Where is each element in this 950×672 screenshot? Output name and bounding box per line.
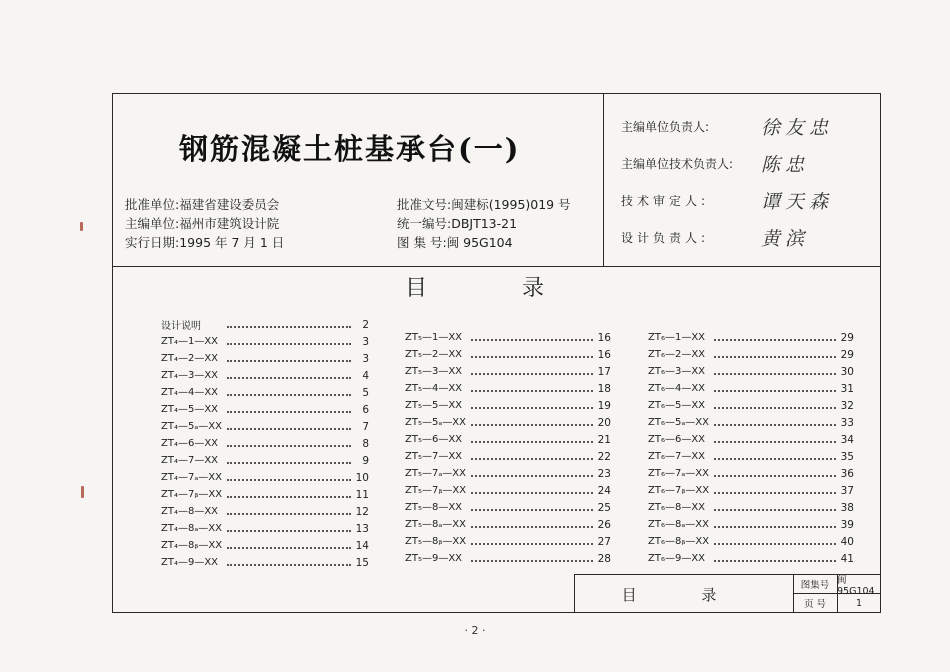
toc-entry <box>405 380 611 397</box>
toc-entry-label: ZT₅—7—XX <box>405 451 463 462</box>
toc-entry-label: ZT₄—9—XX <box>161 557 219 568</box>
toc-entry-label: ZT₅—8—XX <box>405 502 463 513</box>
unified-number: 统一编号:DBJT13-21 <box>397 216 518 231</box>
toc-leader-dots <box>714 339 836 341</box>
responsibles-panel <box>621 108 876 256</box>
toc-entry <box>405 448 611 465</box>
toc-leader-dots <box>471 390 593 392</box>
toc-entry <box>161 435 369 452</box>
toc-entry <box>648 329 854 346</box>
toc-leader-dots <box>714 560 836 562</box>
toc-entry-label: ZT₅—4—XX <box>405 383 463 394</box>
toc-entry-page: 16 <box>597 348 611 361</box>
toc-entry-label: ZT₅—3—XX <box>405 366 463 377</box>
toc-leader-dots <box>714 475 836 477</box>
toc-entry <box>405 533 611 550</box>
toc-entry <box>161 384 369 401</box>
toc-leader-dots <box>714 441 836 443</box>
toc-entry <box>161 418 369 435</box>
effective-date: 实行日期:1995 年 7 月 1 日 <box>125 235 285 250</box>
toc-leader-dots <box>714 390 836 392</box>
toc-column-2 <box>405 329 611 567</box>
toc-entry-label: ZT₆—8—XX <box>648 502 706 513</box>
toc-entry-label: ZT₆—4—XX <box>648 383 706 394</box>
toc-entry-label: ZT₄—1—XX <box>161 336 219 347</box>
header-divider-vertical <box>603 94 604 266</box>
toc-entry-page: 30 <box>840 365 854 378</box>
toc-entry-page: 14 <box>355 539 369 552</box>
toc-entry <box>648 414 854 431</box>
toc-leader-dots <box>471 458 593 460</box>
toc-entry-page: 3 <box>362 352 369 365</box>
toc-leader-dots <box>471 441 593 443</box>
toc-entry <box>405 414 611 431</box>
toc-leader-dots <box>227 462 351 464</box>
toc-entry <box>648 397 854 414</box>
toc-entry-label: ZT₅—5ₐ—XX <box>405 417 466 428</box>
toc-leader-dots <box>714 356 836 358</box>
toc-entry <box>161 452 369 469</box>
responsible-row <box>621 219 876 256</box>
toc-leader-dots <box>714 492 836 494</box>
toc-entry-page: 32 <box>840 399 854 412</box>
toc-entry-page: 5 <box>362 386 369 399</box>
toc-entry-label: ZT₆—6—XX <box>648 434 706 445</box>
toc-entry-label: ZT₄—6—XX <box>161 438 219 449</box>
header-meta-left <box>125 195 284 252</box>
toc-entry <box>648 448 854 465</box>
toc-entry <box>648 346 854 363</box>
signature: 徐友忠 <box>761 117 834 139</box>
toc-column-1 <box>161 316 369 571</box>
toc-entry-label: ZT₄—7ᵦ—XX <box>161 489 223 500</box>
atlas-label: 图集号 <box>800 580 830 591</box>
toc-entry-page: 3 <box>362 335 369 348</box>
toc-title: 目 录 <box>405 276 588 301</box>
toc-entry <box>161 367 369 384</box>
toc-entry-page: 8 <box>362 437 369 450</box>
scan-speck <box>81 486 84 498</box>
toc-entry-label: ZT₄—5—XX <box>161 404 219 415</box>
toc-entry-page: 41 <box>840 552 854 565</box>
drawing-frame <box>112 93 881 613</box>
toc-entry-page: 19 <box>597 399 611 412</box>
toc-entry-label: ZT₅—9—XX <box>405 553 463 564</box>
toc-entry <box>161 469 369 486</box>
toc-leader-dots <box>471 373 593 375</box>
toc-leader-dots <box>471 560 593 562</box>
toc-entry-label: ZT₅—8ᵦ—XX <box>405 536 467 547</box>
toc-entry-label: ZT₆—7ᵦ—XX <box>648 485 710 496</box>
toc-leader-dots <box>471 475 593 477</box>
page-value: 1 <box>855 597 863 609</box>
toc-entry-page: 37 <box>840 484 854 497</box>
scan-speck <box>80 222 83 231</box>
toc-entry <box>405 550 611 567</box>
toc-entry-label: ZT₄—4—XX <box>161 387 219 398</box>
toc-entry <box>161 537 369 554</box>
toc-entry-label: ZT₅—2—XX <box>405 349 463 360</box>
toc-entry-page: 17 <box>597 365 611 378</box>
toc-column-3 <box>648 329 854 567</box>
toc-leader-dots <box>471 509 593 511</box>
toc-entry-label: ZT₆—7ₐ—XX <box>648 468 709 479</box>
toc-leader-dots <box>471 526 593 528</box>
toc-entry-label: ZT₅—5—XX <box>405 400 463 411</box>
toc-entry-page: 23 <box>597 467 611 480</box>
toc-entry-label: ZT₄—7—XX <box>161 455 219 466</box>
toc-entry-page: 38 <box>840 501 854 514</box>
toc-entry-page: 20 <box>597 416 611 429</box>
toc-entry-label: ZT₅—6—XX <box>405 434 463 445</box>
toc-entry <box>161 333 369 350</box>
toc-entry <box>405 465 611 482</box>
atlas-value: 闽 95G104 <box>837 574 875 597</box>
toc-entry-label: 设计说明 <box>161 321 201 332</box>
toc-entry-page: 28 <box>597 552 611 565</box>
title-block <box>574 574 881 613</box>
toc-leader-dots <box>227 530 351 532</box>
toc-entry-page: 33 <box>840 416 854 429</box>
toc-leader-dots <box>714 424 836 426</box>
toc-leader-dots <box>714 526 836 528</box>
toc-entry <box>161 350 369 367</box>
toc-leader-dots <box>227 513 351 515</box>
toc-entry-page: 26 <box>597 518 611 531</box>
editor-unit: 主编单位:福州市建筑设计院 <box>125 216 280 231</box>
toc-entry-label: ZT₅—8ₐ—XX <box>405 519 466 530</box>
toc-entry-page: 4 <box>362 369 369 382</box>
toc-entry-label: ZT₄—5ₐ—XX <box>161 421 222 432</box>
page-footer-number: · 2 · <box>464 624 486 637</box>
toc-entry <box>405 482 611 499</box>
toc-entry <box>648 380 854 397</box>
toc-entry-label: ZT₆—2—XX <box>648 349 706 360</box>
toc-entry <box>648 431 854 448</box>
toc-leader-dots <box>714 458 836 460</box>
toc-entry-label: ZT₆—8ₐ—XX <box>648 519 709 530</box>
toc-entry <box>648 363 854 380</box>
toc-entry-label: ZT₄—3—XX <box>161 370 219 381</box>
toc-leader-dots <box>227 411 351 413</box>
toc-leader-dots <box>714 407 836 409</box>
toc-entry-label: ZT₅—7ₐ—XX <box>405 468 466 479</box>
toc-entry <box>648 533 854 550</box>
toc-entry-label: ZT₄—8ᵦ—XX <box>161 540 223 551</box>
approval-document-number: 批准文号:闽建标(1995)019 号 <box>397 197 571 212</box>
toc-entry-label: ZT₆—5ₐ—XX <box>648 417 709 428</box>
toc-entry-page: 12 <box>355 505 369 518</box>
toc-leader-dots <box>227 547 351 549</box>
toc-entry <box>648 499 854 516</box>
toc-entry-page: 29 <box>840 331 854 344</box>
toc-leader-dots <box>714 543 836 545</box>
toc-entry <box>161 520 369 537</box>
signature: 黄滨 <box>761 228 810 250</box>
responsible-label: 主编单位技术负责人: <box>621 157 734 171</box>
toc-entry <box>648 550 854 567</box>
toc-entry <box>648 465 854 482</box>
title-block-name: 目 录 <box>621 585 747 604</box>
toc-leader-dots <box>471 356 593 358</box>
toc-entry <box>648 482 854 499</box>
toc-leader-dots <box>227 377 351 379</box>
toc-entry-label: ZT₅—1—XX <box>405 332 463 343</box>
header-divider-horizontal <box>113 266 880 267</box>
toc-entry <box>405 363 611 380</box>
toc-entry <box>405 329 611 346</box>
toc-entry <box>405 397 611 414</box>
toc-leader-dots <box>227 343 351 345</box>
toc-entry-label: ZT₄—8ₐ—XX <box>161 523 222 534</box>
toc-entry-page: 29 <box>840 348 854 361</box>
toc-entry-label: ZT₄—8—XX <box>161 506 219 517</box>
responsible-row <box>621 145 876 182</box>
toc-entry-label: ZT₆—1—XX <box>648 332 706 343</box>
toc-entry <box>648 516 854 533</box>
toc-leader-dots <box>471 339 593 341</box>
toc-entry-page: 13 <box>355 522 369 535</box>
toc-entry-page: 24 <box>597 484 611 497</box>
approval-unit: 批准单位:福建省建设委员会 <box>125 197 280 212</box>
toc-leader-dots <box>227 394 351 396</box>
toc-entry-label: ZT₅—7ᵦ—XX <box>405 485 467 496</box>
signature: 陈忠 <box>761 154 810 176</box>
toc-entry-page: 25 <box>597 501 611 514</box>
toc-entry <box>161 401 369 418</box>
toc-entry-page: 18 <box>597 382 611 395</box>
toc-entry-page: 16 <box>597 331 611 344</box>
header-meta-right <box>397 195 571 252</box>
toc-leader-dots <box>227 564 351 566</box>
toc-entry-page: 39 <box>840 518 854 531</box>
responsible-row <box>621 182 876 219</box>
toc-entry-label: ZT₆—5—XX <box>648 400 706 411</box>
document-title: 钢筋混凝土桩基承台(一) <box>179 132 521 166</box>
toc-leader-dots <box>227 360 351 362</box>
toc-entry <box>405 516 611 533</box>
toc-entry-page: 6 <box>362 403 369 416</box>
responsible-label: 技术审定人: <box>621 194 710 208</box>
toc-entry-page: 35 <box>840 450 854 463</box>
toc-entry-page: 7 <box>362 420 369 433</box>
toc-entry-label: ZT₄—7ₐ—XX <box>161 472 222 483</box>
toc-leader-dots <box>227 479 351 481</box>
toc-entry-label: ZT₄—2—XX <box>161 353 219 364</box>
toc-entry <box>161 503 369 520</box>
page-label: 页 号 <box>803 599 827 610</box>
toc-entry-page: 31 <box>840 382 854 395</box>
responsible-label: 主编单位负责人: <box>621 120 710 134</box>
atlas-number: 图 集 号:闽 95G104 <box>397 235 513 250</box>
toc-entry-page: 9 <box>362 454 369 467</box>
toc-entry-label: ZT₆—3—XX <box>648 366 706 377</box>
toc-entry <box>405 346 611 363</box>
toc-entry <box>161 486 369 503</box>
toc-entry-label: ZT₆—8ᵦ—XX <box>648 536 710 547</box>
toc-entry-page: 15 <box>355 556 369 569</box>
toc-entry-page: 34 <box>840 433 854 446</box>
toc-leader-dots <box>471 424 593 426</box>
toc-leader-dots <box>471 407 593 409</box>
toc-entry-page: 10 <box>355 471 369 484</box>
toc-entry-label: ZT₆—7—XX <box>648 451 706 462</box>
toc-entry <box>161 316 369 333</box>
toc-leader-dots <box>714 509 836 511</box>
responsible-label: 设计负责人: <box>621 231 710 245</box>
toc-leader-dots <box>471 492 593 494</box>
toc-leader-dots <box>227 326 351 328</box>
signature: 谭天森 <box>761 191 834 213</box>
toc-entry <box>405 499 611 516</box>
toc-entry <box>161 554 369 571</box>
toc-entry-page: 2 <box>362 318 369 331</box>
toc-entry <box>405 431 611 448</box>
toc-leader-dots <box>227 496 351 498</box>
toc-entry-page: 40 <box>840 535 854 548</box>
toc-entry-page: 21 <box>597 433 611 446</box>
toc-entry-label: ZT₆—9—XX <box>648 553 706 564</box>
toc-entry-page: 36 <box>840 467 854 480</box>
toc-leader-dots <box>227 445 351 447</box>
toc-leader-dots <box>227 428 351 430</box>
toc-entry-page: 22 <box>597 450 611 463</box>
responsible-row <box>621 108 876 145</box>
toc-leader-dots <box>714 373 836 375</box>
toc-entry-page: 27 <box>597 535 611 548</box>
toc-leader-dots <box>471 543 593 545</box>
toc-entry-page: 11 <box>355 488 369 501</box>
